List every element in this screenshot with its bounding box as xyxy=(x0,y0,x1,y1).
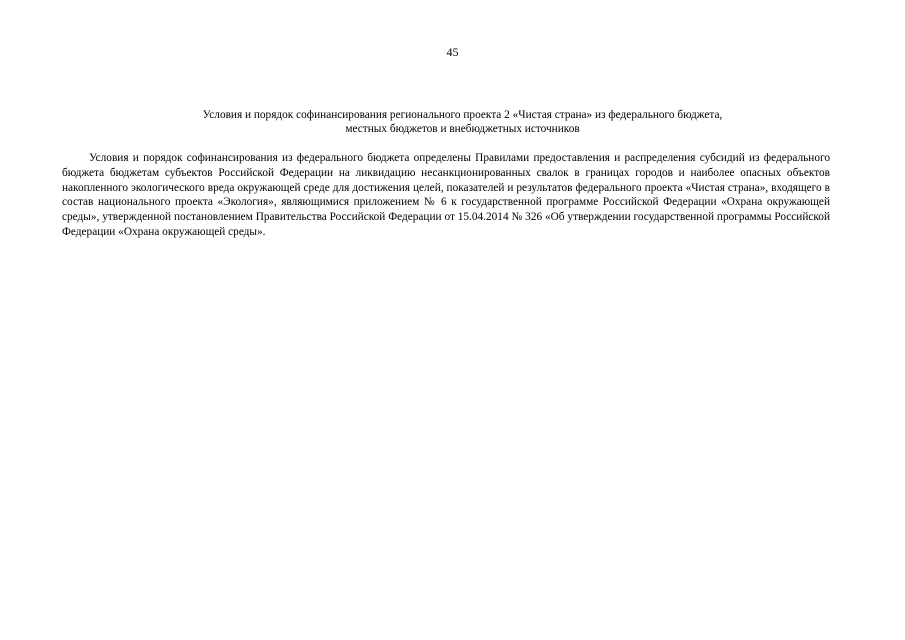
body-paragraph: Условия и порядок софинансирования из федерального бюджета определены Правилами предоставления и распределения субсидий из федерального бюджета бюджетам субъектов Российской Федерации на ликвидацию несанкционированных свалок в границах городов и наиболее опасных объектов накопленного экологического вреда окружающей среде для достижения целей, показателей и результатов федерального проекта «Чистая страна», входящего в состав национального проекта «Экология», являющимися приложением № 6 к государственной программе Российской Федерации «Охрана окружающей среды», утвержденной постановлением Правительства Российской Федерации от 15.04.2014 № 326 «Об утверждении государственной программы Российской Федерации «Охрана окружающей среды». xyxy=(62,152,830,238)
section-heading-line-1: Условия и порядок софинансирования регионального проекта 2 «Чистая страна» из федерального бюджета, xyxy=(202,109,723,121)
section-heading-line-2: местных бюджетов и внебюджетных источников xyxy=(345,123,580,135)
page-number: 45 xyxy=(446,45,459,59)
section-heading xyxy=(90,108,835,136)
